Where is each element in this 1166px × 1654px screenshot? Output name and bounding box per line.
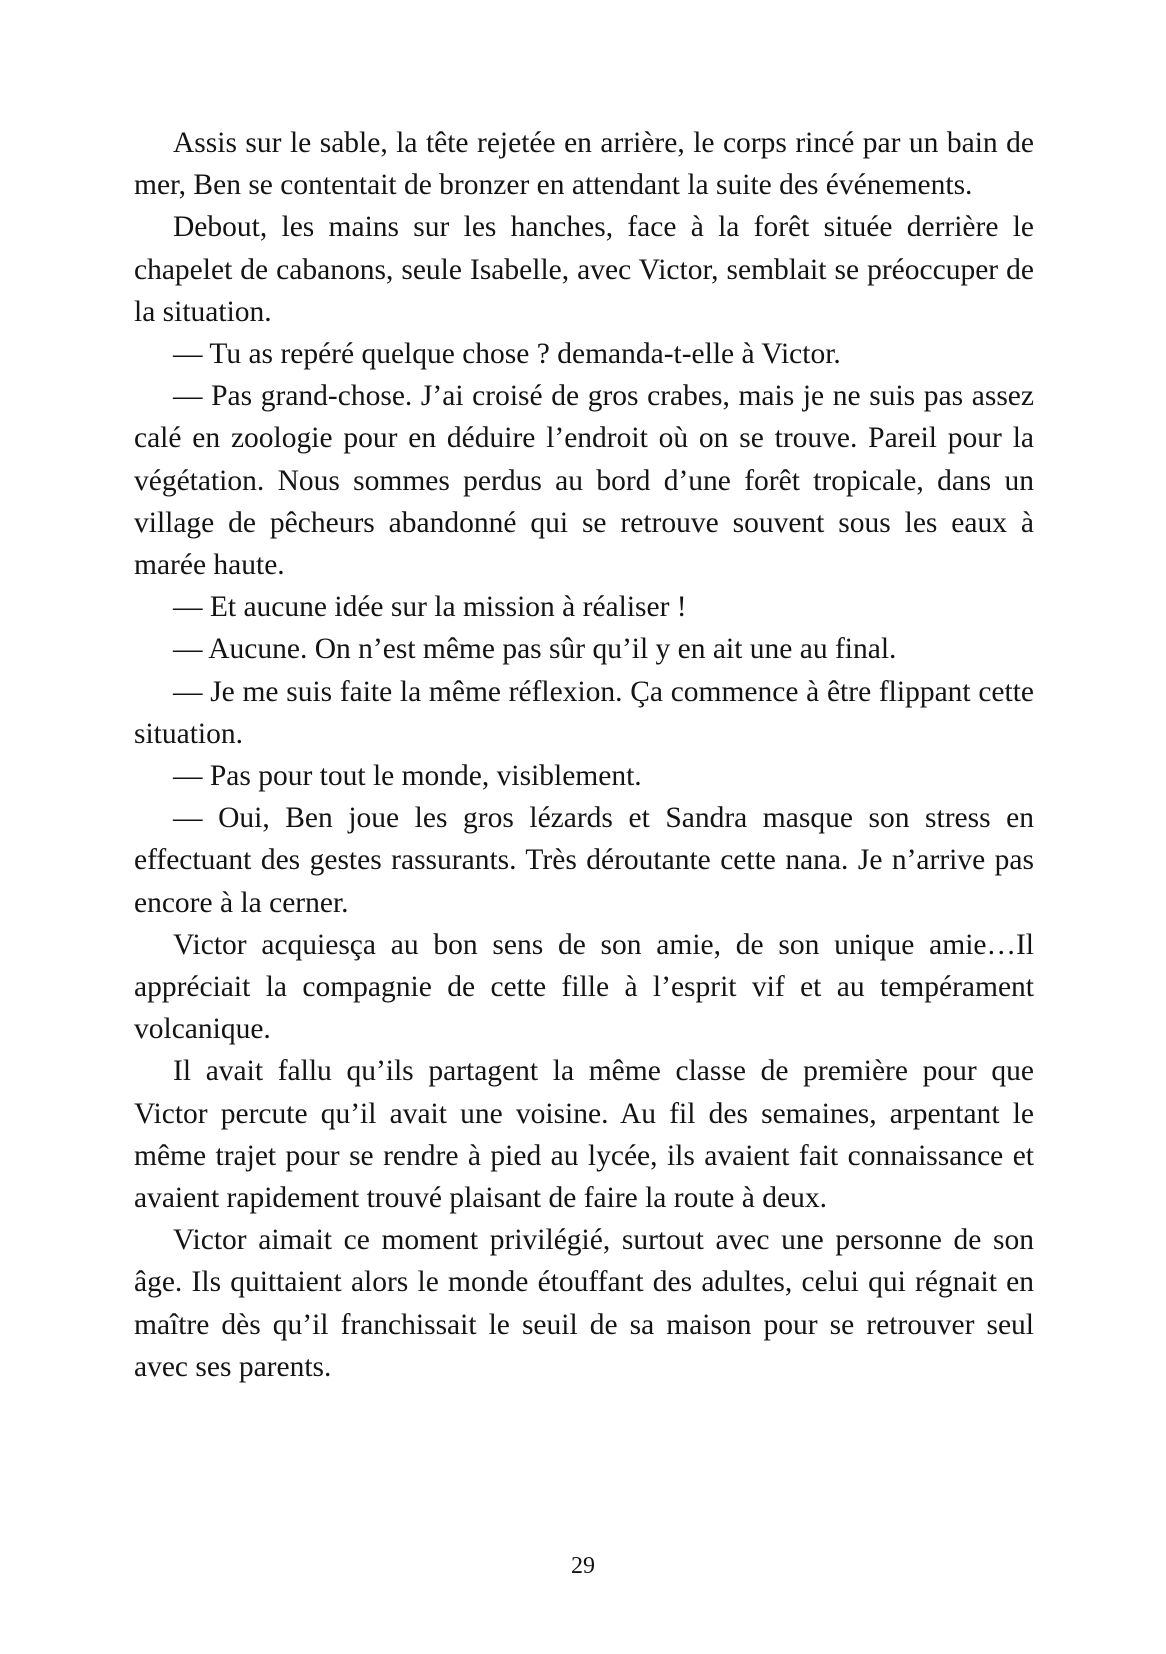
dialogue-line: — Tu as repéré quelque chose ? demanda-t-elle à Victor. [173, 338, 841, 371]
dialogue-line: — Pas pour tout le monde, visiblement. [173, 760, 642, 793]
body-text [134, 122, 1034, 1388]
dialogue-line: — Et aucune idée sur la mission à réaliser ! [173, 591, 687, 624]
dialogue-line: — Pas grand-chose. J’ai croisé de gros crabes, mais je ne suis pas assez calé en zoologie pour en déduire l’endroit où on se trouve. Pareil pour la végétation. Nous sommes perdus au bord d’une forêt tropicale, dans un village de pêcheurs abandonné qui se retrouve souvent sous les eaux à marée haute. [134, 380, 1034, 582]
paragraph: Debout, les mains sur les hanches, face à la forêt située derrière le chapelet de cabanons, seule Isabelle, avec Victor, semblait se préoccuper de la situation. [134, 211, 1034, 328]
paragraph: Victor aimait ce moment privilégié, surtout avec une personne de son âge. Ils quittaient alors le monde étouffant des adultes, celui qui régnait en maître dès qu’il franchissait le seuil de sa maison pour se retrouver seul avec ses parents. [134, 1224, 1034, 1383]
paragraph: Il avait fallu qu’ils partagent la même classe de première pour que Victor percute qu’il avait une voisine. Au fil des semaines, arpentant le même trajet pour se rendre à pied au lycée, ils avaient fait connaissance et avaient rapidement trouvé plaisant de faire la route à deux. [134, 1055, 1034, 1215]
dialogue-line: — Aucune. On n’est même pas sûr qu’il y en ait une au final. [173, 633, 897, 666]
page-number: 29 [571, 1553, 595, 1579]
paragraph: Victor acquiesça au bon sens de son amie, de son unique amie…Il appréciait la compagnie de cette fille à l’esprit vif et au tempérament volcanique. [134, 928, 1034, 1046]
dialogue-line: — Je me suis faite la même réflexion. Ça commence à être flippant cette situation. [134, 675, 1034, 750]
paragraph: Assis sur le sable, la tête rejetée en arrière, le corps rincé par un bain de mer, Ben se contentait de bronzer en attendant la suite des événements. [134, 127, 1034, 202]
dialogue-line: — Oui, Ben joue les gros lézards et Sandra masque son stress en effectuant des gestes rassurants. Très déroutante cette nana. Je n’arrive pas encore à la cerner. [134, 802, 1034, 919]
